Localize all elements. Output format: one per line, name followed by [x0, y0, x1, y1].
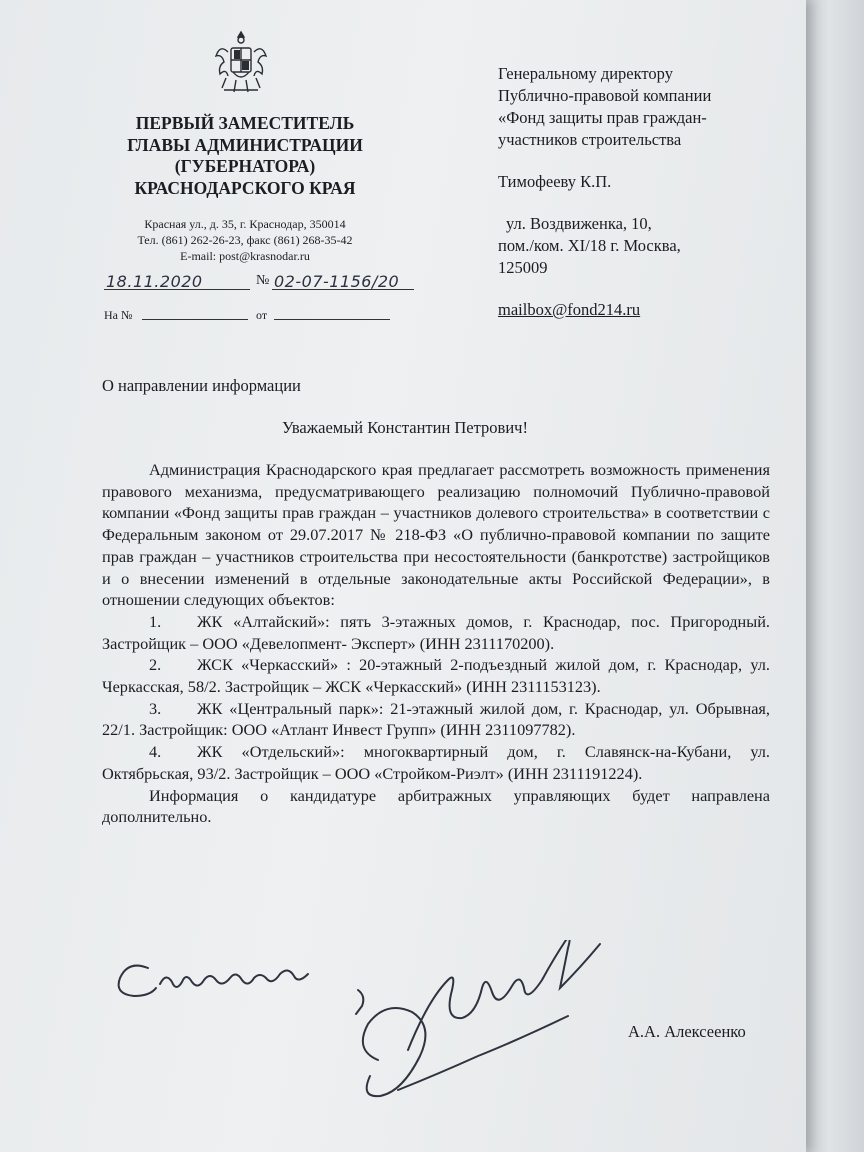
email-line: E-mail: post@krasnodar.ru — [180, 249, 310, 263]
letter-subject: О направлении информации — [102, 376, 301, 395]
background-surface — [806, 0, 864, 1152]
handwritten-signature — [108, 940, 668, 1140]
recipient-name: Тимофееву К.П. — [498, 172, 612, 191]
registration-line — [104, 270, 414, 292]
letter-greeting: Уважаемый Константин Петрович! — [282, 418, 528, 437]
recipient-line: Генеральному директору — [498, 64, 673, 83]
reg-date: 18.11.2020 — [106, 272, 203, 291]
authority-line: КРАСНОДАРСКОГО КРАЯ — [134, 177, 356, 198]
address-line: Красная ул., д. 35, г. Краснодар, 350014 — [144, 217, 346, 231]
list-item-text: ЖК «Алтайский»: пять 3-этажных домов, г. Краснодар, пос. Пригородный. Застройщик – ООО «Девелопмент- Эксперт» (ИНН 2311170200). — [102, 611, 770, 653]
list-item-text: ЖК «Отдельский»: многоквартирный дом, г. Славянск-на-Кубани, ул. Октябрьская, 93/2. Застройщик – ООО «Стройком-Риэлт» (ИНН 2311191224). — [102, 742, 770, 783]
reg-number: 02-07-1156/20 — [274, 272, 400, 291]
phone-line: Тел. (861) 262-26-23, факс (861) 268-35-42 — [137, 233, 353, 247]
reg-date-underline — [104, 289, 250, 290]
list-item-number: 3. — [149, 698, 162, 718]
list-item-text: ЖСК «Черкасский» : 20-этажный 2-подъездный жилой дом, г. Краснодар, ул. Черкасская, 58/2. Застройщик – ЖСК «Черкасский» (ИНН 2311153123). — [102, 655, 770, 697]
list-item-number: 4. — [149, 742, 162, 762]
signer-name: А.А. Алексеенко — [628, 1022, 746, 1041]
list-item-number: 2. — [149, 655, 162, 675]
coat-of-arms-emblem — [214, 28, 268, 98]
closing-paragraph: Информация о кандидатуре арбитражных управляющих будет направлена дополнительно. — [102, 785, 770, 827]
recipient-postcode: 125009 — [498, 258, 548, 277]
list-item — [102, 698, 770, 741]
authority-title — [100, 113, 390, 199]
ref-from-label: от — [256, 308, 268, 322]
list-item — [102, 654, 770, 697]
ref-label: На № — [104, 308, 133, 322]
recipient-address-line: пом./ком. XI/18 г. Москва, — [498, 236, 681, 255]
intro-paragraph: Администрация Краснодарского края предлагает рассмотреть возможность применения правового механизма, предусматривающего реализацию полномочий Публично-правовой компании «Фонд защиты прав граждан – участников долевого строительства» в соответствии с Федеральным законом от 29.07.2017 № 218-ФЗ «О публично-правовой компании по защите прав граждан – участников строительства при несостоятельности (банкротстве) застройщиков и о внесении изменений в отдельные законодательные акты Российской Федерации», в отношении следующих объектов: — [102, 460, 770, 610]
ref-number-blank — [142, 319, 248, 320]
letter-body — [102, 459, 770, 828]
recipient-line: участников строительства — [498, 130, 682, 149]
ref-date-blank — [274, 319, 390, 320]
sender-address — [100, 216, 390, 264]
authority-line: (ГУБЕРНАТОРА) — [174, 156, 316, 176]
list-item-text: ЖК «Центральный парк»: 21-этажный жилой дом, г. Краснодар, ул. Обрывная, 22/1. Застройщик: ООО «Атлант Инвест Групп» (ИНН 2311097782). — [102, 698, 770, 740]
authority-line: ГЛАВЫ АДМИНИСТРАЦИИ — [127, 134, 363, 155]
list-item-number: 1. — [149, 611, 162, 631]
recipient-line: Публично-правовой компании — [498, 86, 712, 105]
recipient-address-line: ул. Воздвиженка, 10, — [506, 214, 652, 233]
reg-number-label: № — [256, 273, 270, 288]
reg-number-underline — [272, 289, 414, 290]
recipient-email: mailbox@fond214.ru — [498, 300, 641, 319]
list-item — [102, 741, 770, 784]
list-item — [102, 611, 770, 654]
recipient-block — [498, 63, 788, 321]
authority-line: ПЕРВЫЙ ЗАМЕСТИТЕЛЬ — [135, 113, 355, 133]
recipient-line: «Фонд защиты прав граждан- — [498, 108, 707, 127]
